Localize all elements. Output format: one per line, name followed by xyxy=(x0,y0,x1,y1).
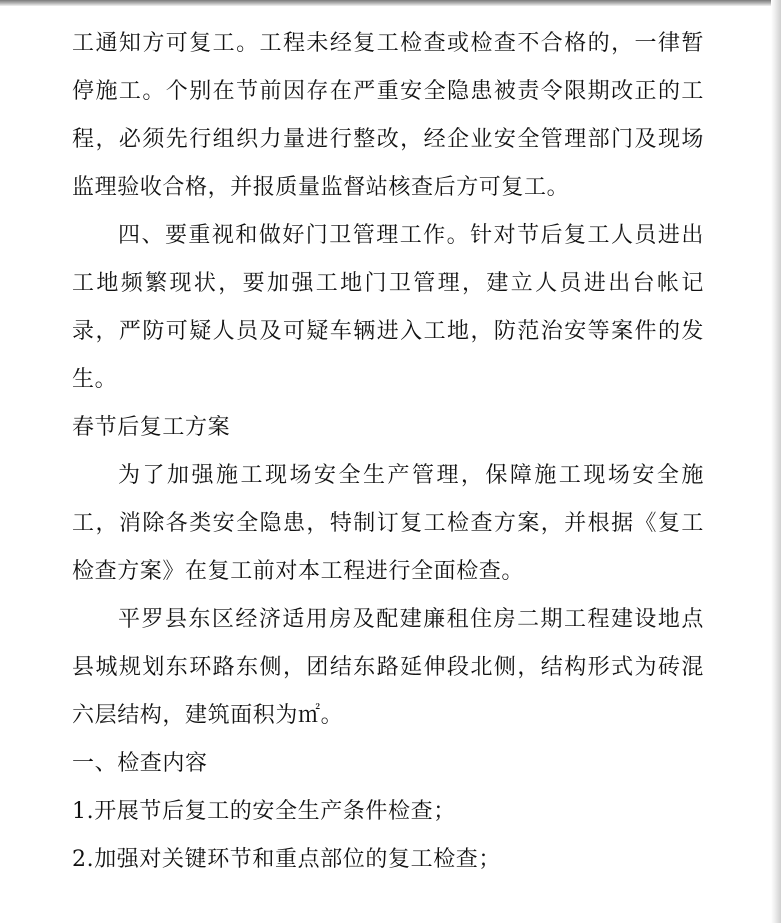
section-heading-inspection-content: 一、检查内容 xyxy=(72,751,208,776)
document-body xyxy=(72,20,704,884)
list-item-inspection-2: 2.加强对关键环节和重点部位的复工检查； xyxy=(72,847,501,872)
page-right-edge xyxy=(771,0,781,923)
paragraph-plan-purpose: 为了加强施工现场安全生产管理，保障施工现场安全施工，消除各类安全隐患，特制订复工检查方案，并根据《复工检查方案》在复工前对本工程进行全面检查。 xyxy=(72,463,704,584)
section-heading-resumption-plan: 春节后复工方案 xyxy=(72,415,231,440)
list-item-inspection-1: 1.开展节后复工的安全生产条件检查； xyxy=(72,799,456,824)
paragraph-resumption-notice: 工通知方可复工。工程未经复工检查或检查不合格的，一律暂停施工。个别在节前因存在严重安全隐患被责令限期改正的工程，必须先行组织力量进行整改，经企业安全管理部门及现场监理验收合格，并报质量监督站核查后方可复工。 xyxy=(72,31,704,200)
paragraph-project-description: 平罗县东区经济适用房及配建廉租住房二期工程建设地点县城规划东环路东侧，团结东路延伸段北侧，结构形式为砖混六层结构，建筑面积为㎡。 xyxy=(72,607,704,728)
paragraph-gate-management: 四、要重视和做好门卫管理工作。针对节后复工人员进出工地频繁现状，要加强工地门卫管理，建立人员进出台帐记录，严防可疑人员及可疑车辆进入工地，防范治安等案件的发生。 xyxy=(72,223,704,392)
page-top-edge xyxy=(0,0,781,6)
